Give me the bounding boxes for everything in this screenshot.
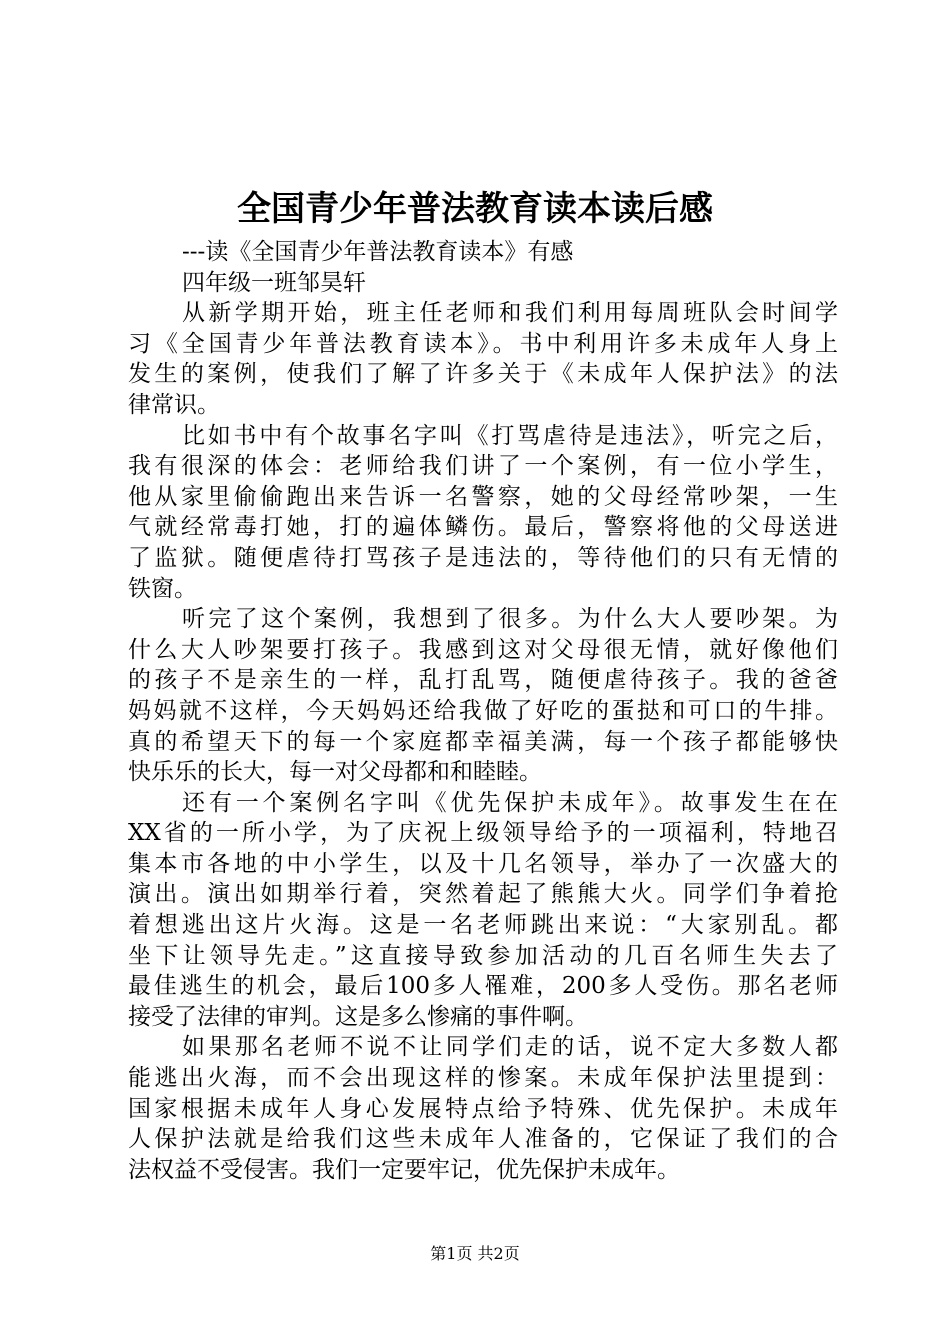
paragraph-line: 国家根据未成年人身心发展特点给予特殊、优先保护。未成年 (128, 1095, 838, 1122)
paragraph-line: 听完了这个案例，我想到了很多。为什么大人要吵架。为 (182, 606, 838, 633)
paragraph-line: 了监狱。随便虐待打骂孩子是违法的，等待他们的只有无情的 (128, 544, 838, 571)
document-body (128, 237, 838, 1185)
paragraph-line: 能逃出火海，而不会出现这样的惨案。未成年保护法里提到： (128, 1065, 838, 1092)
paragraph-line: 从新学期开始，班主任老师和我们利用每周班队会时间学 (182, 300, 838, 327)
paragraph-2 (128, 421, 838, 605)
paragraph-line: 气就经常毒打她，打的遍体鳞伤。最后，警察将他的父母送进 (128, 514, 838, 541)
paragraph-line: 真的希望天下的每一个家庭都幸福美满，每一个孩子都能够快 (128, 728, 838, 755)
paragraph-line: 还有一个案例名字叫《优先保护未成年》。故事发生在在 (182, 789, 838, 816)
paragraph-line: 如果那名老师不说不让同学们走的话，说不定大多数人都 (182, 1034, 838, 1061)
paragraph-line: 快乐乐的长大，每一对父母都和和睦睦。 (128, 759, 542, 786)
paragraph-line: 接受了法律的审判。这是多么惨痛的事件啊。 (128, 1003, 588, 1030)
paragraph-line: 法权益不受侵害。我们一定要牢记，优先保护未成年。 (128, 1156, 680, 1183)
paragraph-line: 演出。演出如期举行着，突然着起了熊熊大火。同学们争着抢 (128, 881, 838, 908)
paragraph-line: 我有很深的体会：老师给我们讲了一个案例，有一位小学生， (128, 453, 838, 480)
paragraph-3 (128, 604, 838, 788)
page-number-footer: 第1页 共2页 (430, 1244, 520, 1263)
paragraph-line: 的孩子不是亲生的一样，乱打乱骂，随便虐待孩子。我的爸爸 (128, 667, 838, 694)
paragraph-line: 集本市各地的中小学生，以及十几名领导，举办了一次盛大的 (128, 850, 838, 877)
paragraph-line: 坐下让领导先走。”这直接导致参加活动的几百名师生失去了 (128, 942, 838, 969)
paragraph-4 (128, 788, 838, 1033)
paragraph-line: 妈妈就不这样，今天妈妈还给我做了好吃的蛋挞和可口的牛排。 (128, 697, 838, 724)
document-title: 全国青少年普法教育读本读后感 (237, 189, 713, 229)
paragraph-line: 最佳逃生的机会，最后100多人罹难，200多人受伤。那名老师 (128, 973, 838, 1000)
author-line: 四年级一班邹昊轩 (182, 269, 366, 296)
document-subtitle: ---读《全国青少年普法教育读本》有感 (182, 239, 574, 265)
paragraph-line: 发生的案例，使我们了解了许多关于《未成年人保护法》的法 (128, 361, 838, 388)
paragraph-line: XX省的一所小学，为了庆祝上级领导给予的一项福利，特地召 (128, 820, 838, 847)
paragraph-line: 比如书中有个故事名字叫《打骂虐待是违法》，听完之后， (182, 422, 838, 449)
paragraph-line: 人保护法就是给我们这些未成年人准备的，它保证了我们的合 (128, 1126, 838, 1153)
paragraph-line: 他从家里偷偷跑出来告诉一名警察，她的父母经常吵架，一生 (128, 483, 838, 510)
paragraph-line: 习《全国青少年普法教育读本》。书中利用许多未成年人身上 (128, 330, 838, 357)
paragraph-line: 铁窗。 (128, 575, 197, 602)
paragraph-line: 律常识。 (128, 391, 220, 418)
paragraph-line: 着想逃出这片火海。这是一名老师跳出来说：“大家别乱。都 (128, 912, 838, 939)
paragraph-1 (128, 298, 838, 420)
paragraph-5 (128, 1032, 838, 1185)
paragraph-line: 什么大人吵架要打孩子。我感到这对父母很无情，就好像他们 (128, 636, 838, 663)
